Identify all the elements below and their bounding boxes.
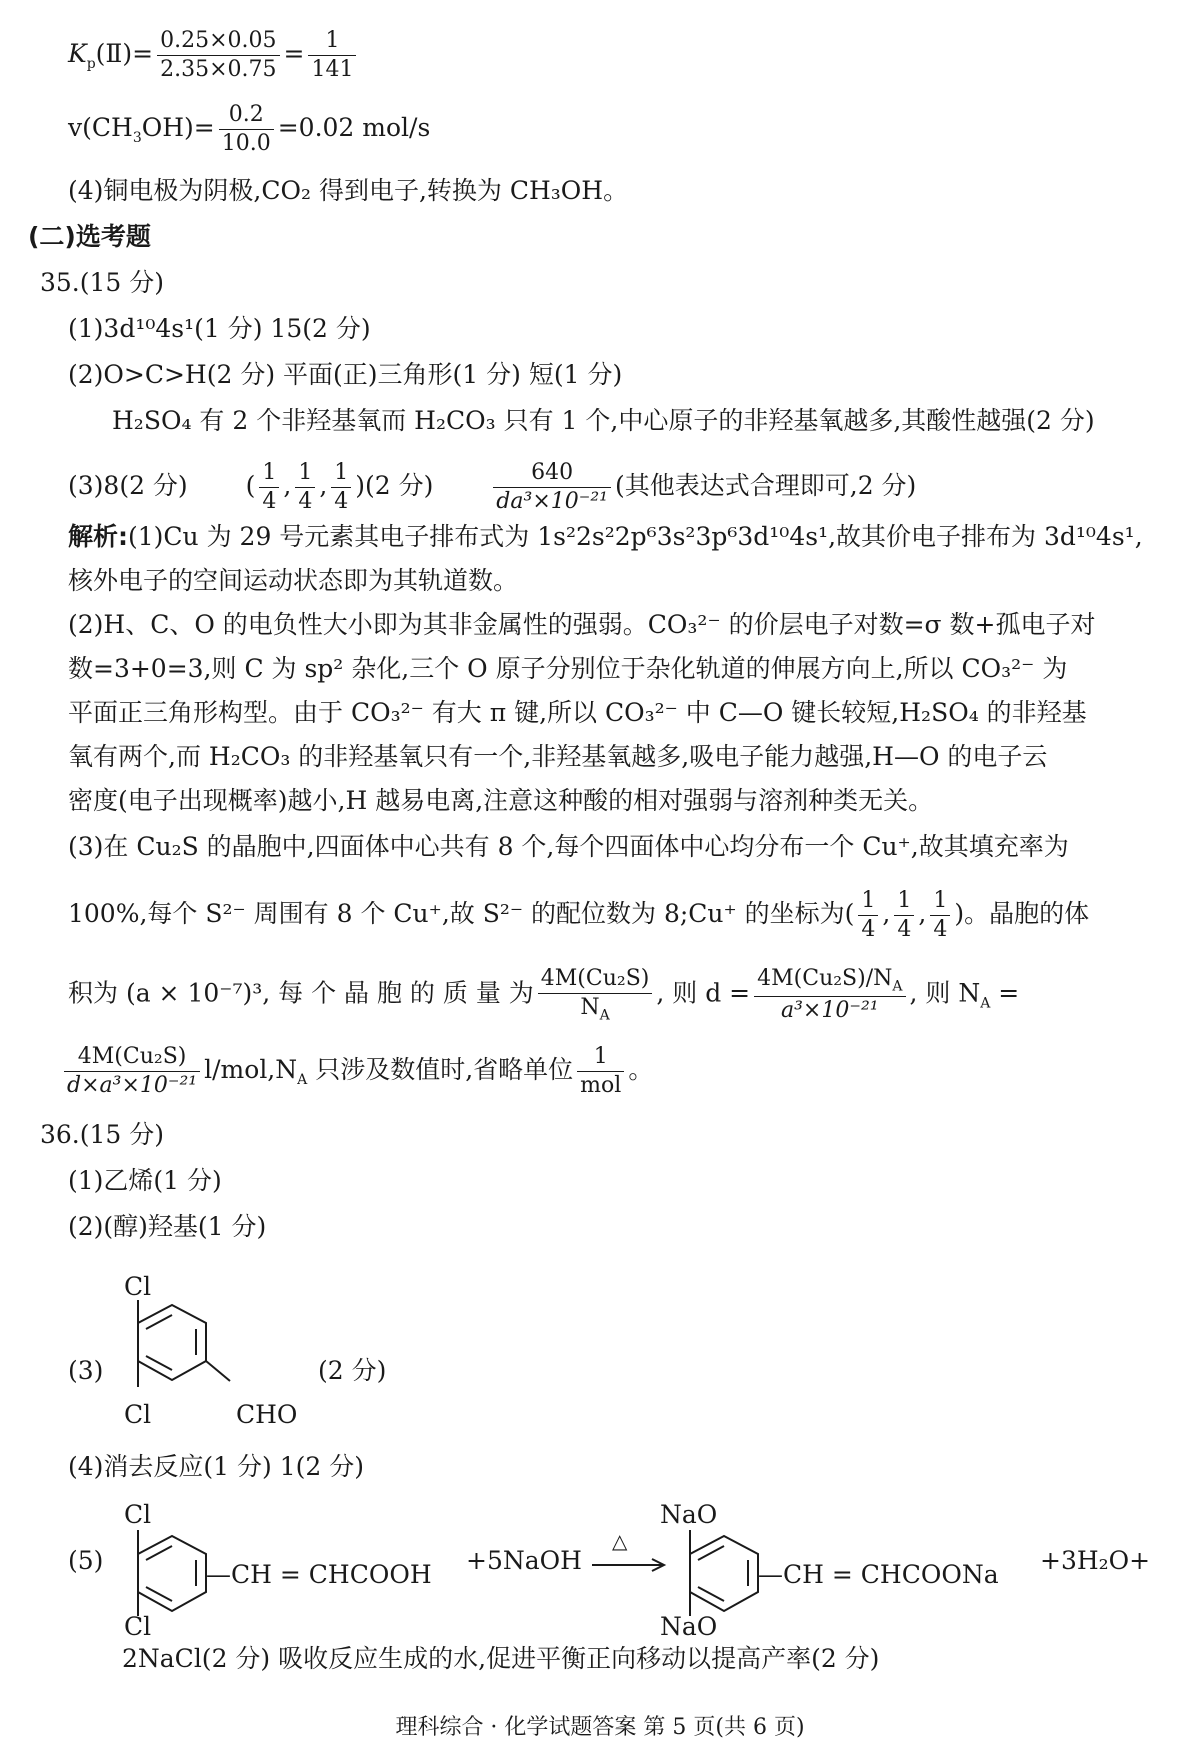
- q35-a3-note: (其他表达式合理即可,2 分): [615, 471, 917, 500]
- p-nao-bottom: NaO: [660, 1612, 718, 1641]
- na-den: d×a³×10⁻²¹: [67, 1073, 198, 1098]
- analysis-line-1b: 核外电子的空间运动状态即为其轨道数。: [68, 566, 519, 595]
- analysis-line-3c: [68, 968, 1019, 1022]
- kp-fraction: [157, 30, 279, 81]
- q36-a3-label: (3): [68, 1356, 104, 1385]
- v-sub: 3: [132, 130, 142, 146]
- kp-equals: =: [283, 39, 305, 68]
- coord-den: 4: [334, 489, 349, 514]
- v-fraction: [219, 104, 274, 155]
- kp-result: [308, 30, 356, 81]
- coord-num: 1: [331, 462, 351, 488]
- cu-coord-1: [858, 890, 878, 941]
- kp-result-den: 141: [311, 57, 354, 82]
- arrow-icon: [590, 1555, 670, 1575]
- product-water: +3H₂O+: [1040, 1546, 1151, 1575]
- e3d-mid-sub: A: [297, 1072, 308, 1088]
- density-fraction: [493, 462, 611, 513]
- q35-answer-2: (2)O>C>H(2 分) 平面(正)三角形(1 分) 短(1 分): [68, 360, 623, 389]
- kp-equation: [68, 30, 360, 81]
- analysis-line-3d: [60, 1046, 653, 1097]
- q35-answer-1: (1)3d¹⁰4s¹(1 分) 15(2 分): [68, 314, 371, 343]
- v-denominator: 10.0: [221, 131, 271, 156]
- analysis-line-2d: 氧有两个,而 H₂CO₃ 的非羟基氧只有一个,非羟基氧越多,吸电子能力越强,H—O 的电子云: [68, 742, 1048, 771]
- cu-coord-3: [930, 890, 950, 941]
- analysis-line-2c: 平面正三角形构型。由于 CO₃²⁻ 有大 π 键,所以 CO₃²⁻ 中 C—O 键长较短,H₂SO₄ 的非羟基: [68, 698, 1087, 727]
- kp-subscript: p: [86, 56, 96, 72]
- mass-den: N: [580, 995, 600, 1020]
- mass-fraction: [538, 968, 653, 1022]
- item-4: (4)铜电极为阴极,CO₂ 得到电子,转换为 CH₃OH。: [68, 176, 629, 205]
- density-den: da³×10⁻²¹: [496, 489, 608, 514]
- r-cl-bottom: Cl: [124, 1612, 152, 1641]
- q36-header: 36.(15 分): [40, 1120, 165, 1149]
- d-fraction: [754, 968, 905, 1022]
- d-num: 4M(Cu₂S)/N: [757, 966, 893, 991]
- section-title: (二)选考题: [28, 222, 151, 251]
- q36-answer-4: (4)消去反应(1 分) 1(2 分): [68, 1452, 364, 1481]
- e3b-pre: 100%,每个 S²⁻ 周围有 8 个 Cu⁺,故 S²⁻ 的配位数为 8;Cu⁺ 的坐标为(: [68, 899, 855, 928]
- kp-denominator: 2.35×0.75: [160, 57, 277, 82]
- coord-frac-2: [295, 462, 315, 513]
- d-num-sub: A: [892, 978, 903, 995]
- v-result: =0.02 mol/s: [277, 113, 431, 142]
- q35-header: 35.(15 分): [40, 268, 165, 297]
- coord-den: 4: [262, 489, 277, 514]
- mass-num: 4M(Cu₂S): [538, 968, 653, 994]
- q35-answer-3: (3)8(2 分) ( $\frac{1}{4}$ , $\frac{1}{4}$ , $\frac{1}{4}$ )(2 分) $\frac{640}{\text{da³×10⁻²¹}}$ (其他表达式合理即可,2 分): [68, 460, 917, 514]
- q36-answer-5b: 2NaCl(2 分) 吸收反应生成的水,促进平衡正向移动以提高产率(2 分): [122, 1644, 880, 1673]
- analysis-line-1: [68, 522, 1143, 552]
- reagent: +5NaOH: [466, 1546, 582, 1575]
- v-tail: OH)=: [141, 113, 215, 142]
- coord-num: 1: [894, 890, 914, 916]
- unit-fraction: [577, 1046, 624, 1097]
- coord-num: 1: [930, 890, 950, 916]
- unit-den: mol: [580, 1073, 622, 1098]
- coord-frac-1: [259, 462, 279, 513]
- kp-numerator: 0.25×0.05: [157, 30, 279, 56]
- mass-den-sub: A: [599, 1007, 610, 1024]
- na-num: 4M(Cu₂S): [64, 1046, 200, 1072]
- e3c-mid: , 则 d =: [656, 978, 751, 1008]
- rate-equation: [68, 104, 430, 155]
- page-footer: 理科综合 · 化学试题答案 第 5 页(共 6 页): [395, 1715, 805, 1740]
- d-den: a³×10⁻²¹: [781, 998, 879, 1024]
- r-cl-top: Cl: [124, 1500, 152, 1529]
- coord-den: 4: [933, 917, 948, 942]
- analysis-line-3a: (3)在 Cu₂S 的晶胞中,四面体中心共有 8 个,每个四面体中心均分布一个 Cu⁺,故其填充率为: [68, 832, 1069, 861]
- cu-coord-2: [894, 890, 914, 941]
- kp-symbol: K: [68, 39, 87, 68]
- a3-cho: CHO: [236, 1400, 298, 1429]
- unit-num: 1: [577, 1046, 624, 1072]
- e3d-mid: l/mol,N: [204, 1055, 298, 1084]
- v-numerator: 0.2: [219, 104, 274, 130]
- analysis-line-3b: 100%,每个 S²⁻ 周围有 8 个 Cu⁺,故 S²⁻ 的配位数为 8;Cu⁺ 的坐标为( $\frac{1}{4}$ , $\frac{1}{4}$ , $\frac{1}{4}$ )。晶胞的体: [68, 888, 1090, 942]
- e3c-eq: =: [990, 978, 1020, 1008]
- reaction-arrow-icon: [590, 1552, 670, 1572]
- coord-den: 4: [861, 917, 876, 942]
- e3c-pre: 积为 (a × 10⁻⁷)³, 每 个 晶 胞 的 质 量 为: [68, 978, 534, 1008]
- heat-condition: △: [612, 1529, 628, 1553]
- q36-a5-label: (5): [68, 1546, 104, 1575]
- coord-num: 1: [858, 890, 878, 916]
- a3-score: (2 分): [318, 1356, 387, 1385]
- reactant-chain: —CH = CHCOOH: [206, 1560, 432, 1589]
- analysis-line-2b: 数=3+0=3,则 C 为 sp² 杂化,三个 O 原子分别位于杂化轨道的伸展方向上,所以 CO₃²⁻ 为: [68, 654, 1068, 683]
- e3b-post: )。晶胞的体: [954, 899, 1090, 928]
- analysis-label: 解析:: [68, 522, 128, 551]
- a3-cl-bottom: Cl: [124, 1400, 152, 1429]
- kp-arg: (Ⅱ)=: [95, 39, 154, 68]
- e3c-post-sub: A: [980, 995, 991, 1012]
- q35-a3-pre: (3)8(2 分): [68, 471, 188, 500]
- q35-answer-2b: H₂SO₄ 有 2 个非羟基氧而 H₂CO₃ 只有 1 个,中心原子的非羟基氧越多,其酸性越强(2 分): [112, 406, 1095, 435]
- v-label: v(CH: [68, 113, 133, 142]
- coord-num: 1: [295, 462, 315, 488]
- coord-den: 4: [298, 489, 313, 514]
- e3d-end: 。: [628, 1055, 654, 1084]
- q36-answer-1: (1)乙烯(1 分): [68, 1166, 222, 1195]
- analysis-e1: (1)Cu 为 29 号元素其电子排布式为 1s²2s²2p⁶3s²3p⁶3d¹⁰4s¹,故其价电子排布为 3d¹⁰4s¹,: [128, 522, 1143, 551]
- analysis-line-2e: 密度(电子出现概率)越小,H 越易电离,注意这种酸的相对强弱与溶剂种类无关。: [68, 786, 934, 815]
- density-num: 640: [493, 462, 611, 488]
- kp-result-num: 1: [308, 30, 356, 56]
- e3c-post: , 则 N: [909, 978, 981, 1008]
- na-fraction: [64, 1046, 200, 1097]
- p-nao-top: NaO: [660, 1500, 718, 1529]
- e3d-text: 只涉及数值时,省略单位: [307, 1055, 574, 1084]
- q35-a3-open: (: [245, 471, 256, 500]
- q36-answer-2: (2)(醇)羟基(1 分): [68, 1212, 267, 1241]
- coord-num: 1: [259, 462, 279, 488]
- coord-frac-3: [331, 462, 351, 513]
- coord-den: 4: [897, 917, 912, 942]
- product-chain: —CH = CHCOONa: [758, 1560, 999, 1589]
- q35-a3-close: )(2 分): [355, 471, 434, 500]
- a3-cl-top: Cl: [124, 1272, 152, 1301]
- analysis-line-2a: (2)H、C、O 的电负性大小即为其非金属性的强弱。CO₃²⁻ 的价层电子对数=σ 数+孤电子对: [68, 610, 1096, 639]
